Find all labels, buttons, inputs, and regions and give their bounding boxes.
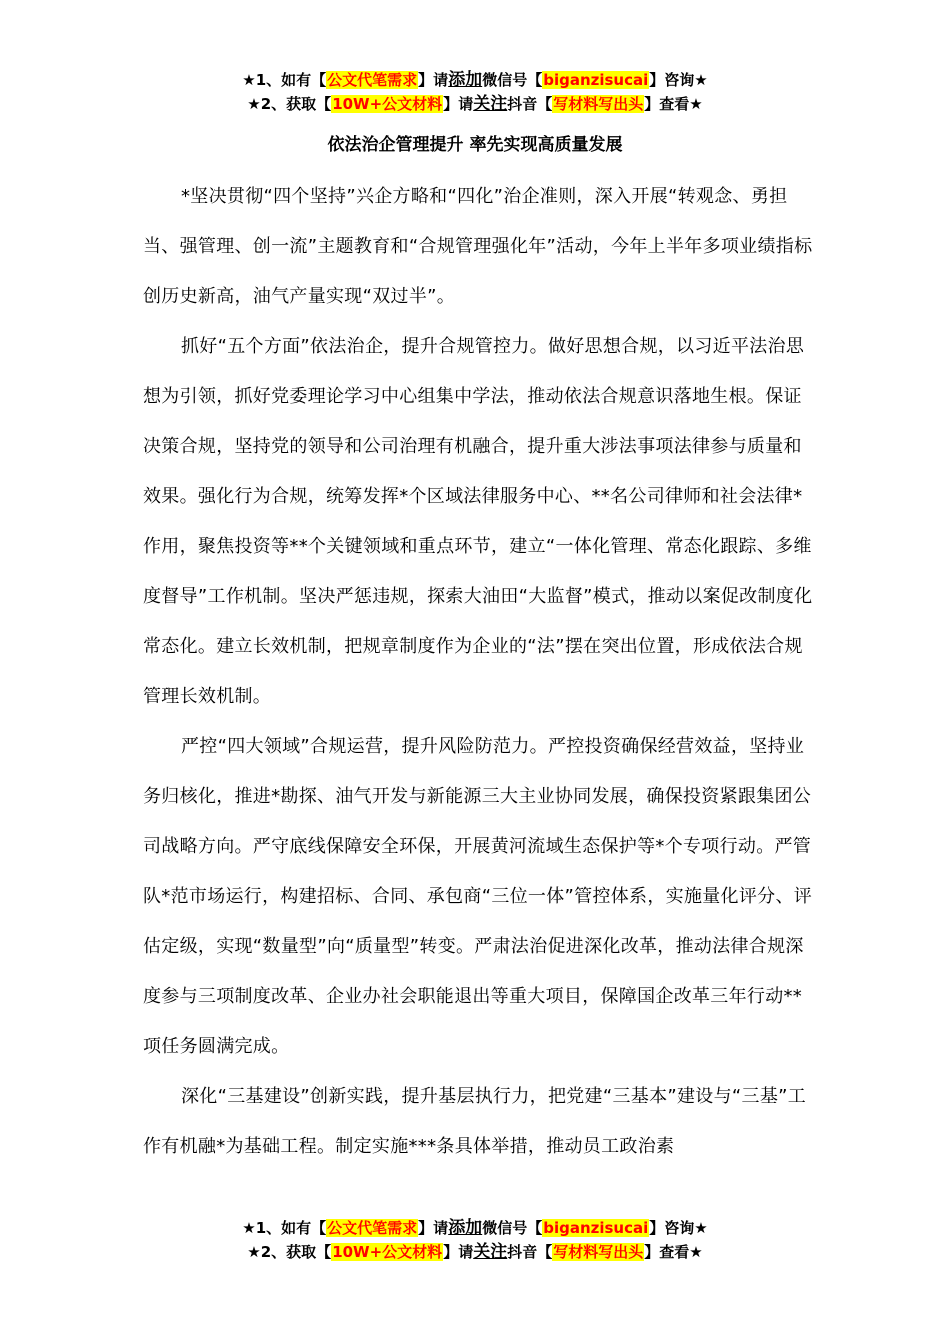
promo-line-2 [0, 92, 950, 116]
promo-highlight: 写材料写出头 [553, 1243, 644, 1261]
promo-highlight: 公文代笔需求 [327, 1219, 418, 1237]
promo-text: ★1、如有【 [242, 1219, 327, 1237]
promo-text: 】咨询★ [649, 1219, 708, 1237]
promo-text: 抖音【 [507, 1243, 553, 1261]
promo-text: 抖音【 [507, 95, 553, 113]
promo-text: ★1、如有【 [242, 71, 327, 89]
promo-line-1 [0, 68, 950, 92]
promo-header [0, 68, 950, 116]
promo-text: 】查看★ [644, 95, 703, 113]
promo-highlight: 写材料写出头 [553, 95, 644, 113]
promo-highlight: 10W+公文材料 [332, 95, 443, 113]
promo-highlight: biganzisucai [543, 1219, 649, 1237]
promo-line-2 [0, 1240, 950, 1264]
promo-text: ★2、获取【 [247, 1243, 332, 1261]
promo-line-1 [0, 1216, 950, 1240]
promo-highlight: 公文代笔需求 [327, 71, 418, 89]
document-title: 依法治企管理提升 率先实现高质量发展 [327, 135, 623, 155]
promo-text: 微信号【 [482, 71, 543, 89]
promo-highlight: 10W+公文材料 [332, 1243, 443, 1261]
paragraph: 抓好“五个方面”依法治企，提升合规管控力。做好思想合规，以习近平法治思想为引领，抓好党委理论学习中心组集中学法，推动依法合规意识落地生根。保证决策合规，坚持党的领导和公司治理有机融合，提升重大涉法事项法律参与质量和效果。强化行为合规，统筹发挥*个区域法律服务中心、**名公司律师和社会法律*作用，聚焦投资等**个关键领域和重点环节，建立“一体化管理、常态化跟踪、多维度督导”工作机制。坚决严惩违规，探索大油田“大监督”模式，推动以案促改制度化常态化。建立长效机制，把规章制度作为企业的“法”摆在突出位置，形成依法合规管理长效机制。 [143, 336, 813, 707]
promo-text: 】请 [443, 1243, 474, 1261]
promo-text: ★2、获取【 [247, 95, 332, 113]
document-body [143, 172, 815, 1172]
promo-text: 】请 [443, 95, 474, 113]
promo-emphasis: 关注 [473, 1242, 508, 1262]
promo-text: 微信号【 [482, 1219, 543, 1237]
promo-text: 】咨询★ [649, 71, 708, 89]
paragraph: 严控“四大领域”合规运营，提升风险防范力。严控投资确保经营效益，坚持业务归核化，推进*勘探、油气开发与新能源三大主业协同发展，确保投资紧跟集团公司战略方向。严守底线保障安全环保，开展黄河流域生态保护等*个专项行动。严管队*范市场运行，构建招标、合同、承包商“三位一体”管控体系，实施量化评分、评估定级，实现“数量型”向“质量型”转变。严肃法治促进深化改革，推动法律合规深度参与三项制度改革、企业办社会职能退出等重大项目，保障国企改革三年行动**项任务圆满完成。 [143, 736, 813, 1057]
promo-emphasis: 关注 [473, 94, 508, 114]
promo-text: 】查看★ [644, 1243, 703, 1261]
paragraph: *坚决贯彻“四个坚持”兴企方略和“四化”治企准则，深入开展“转观念、勇担当、强管理、创一流”主题教育和“合规管理强化年”活动，今年上半年多项业绩指标创历史新高，油气产量实现“双过半”。 [143, 186, 813, 307]
promo-emphasis: 添加 [448, 70, 483, 90]
promo-text: 】请 [418, 1219, 449, 1237]
promo-emphasis: 添加 [448, 1218, 483, 1238]
paragraph: 深化“三基建设”创新实践，提升基层执行力，把党建“三基本”建设与“三基”工作有机融*为基础工程。制定实施***条具体举措，推动员工政治素 [143, 1086, 807, 1157]
promo-highlight: biganzisucai [543, 71, 649, 89]
promo-text: 】请 [418, 71, 449, 89]
promo-footer [0, 1216, 950, 1264]
